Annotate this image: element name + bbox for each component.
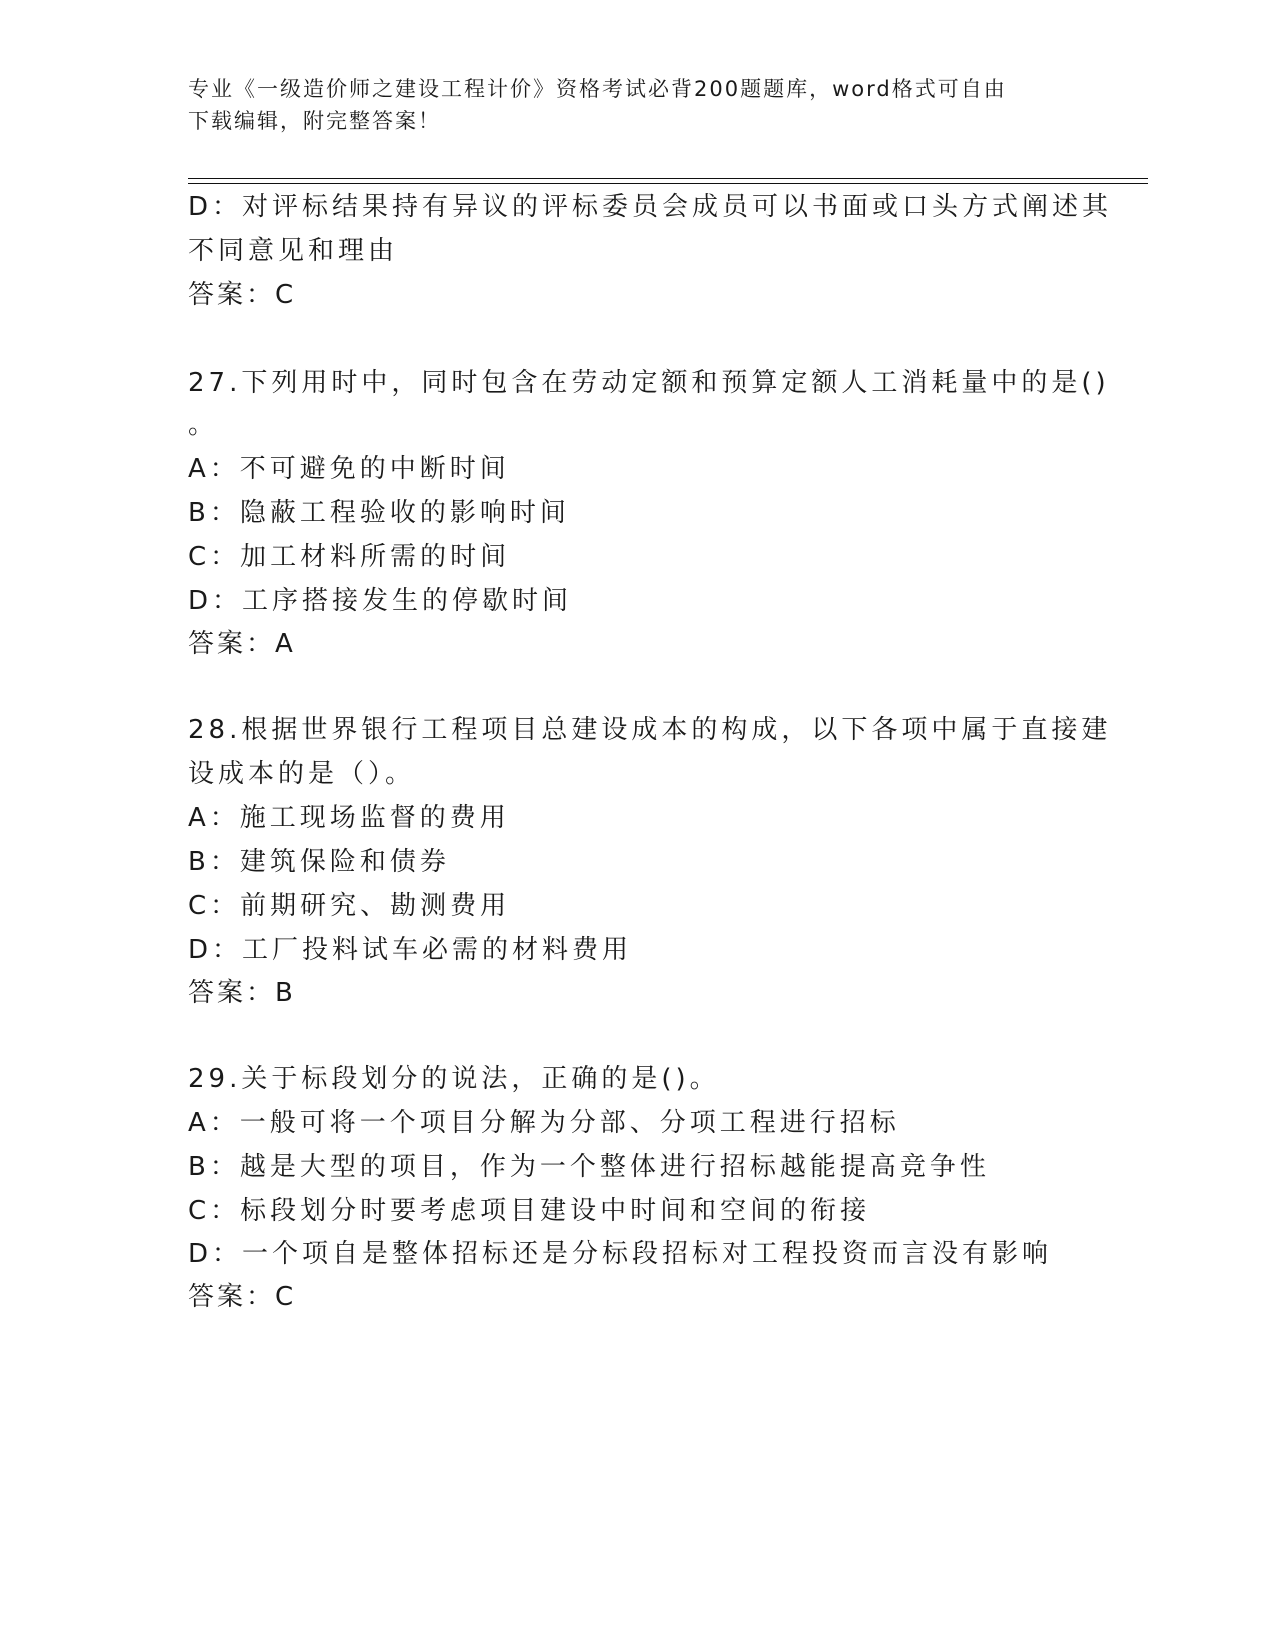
prev-question-answer: 答案：C bbox=[188, 280, 297, 310]
q27-question-line2: 。 bbox=[188, 410, 219, 440]
header-line-2: 下载编辑，附完整答案！ bbox=[188, 109, 441, 133]
q27-option-c: C：加工材料所需的时间 bbox=[188, 542, 511, 572]
q27-question-line1: 27.下列用时中，同时包含在劳动定额和预算定额人工消耗量中的是() bbox=[188, 368, 1110, 398]
q27-option-d: D：工序搭接发生的停歇时间 bbox=[188, 586, 573, 616]
header-rule-bottom bbox=[188, 183, 1148, 184]
q27-option-a: A：不可避免的中断时间 bbox=[188, 454, 510, 484]
q29-option-a: A：一般可将一个项目分解为分部、分项工程进行招标 bbox=[188, 1108, 900, 1138]
q28-option-c: C：前期研究、勘测费用 bbox=[188, 891, 511, 921]
q29-option-c: C：标段划分时要考虑项目建设中时间和空间的衔接 bbox=[188, 1196, 871, 1226]
q28-answer: 答案：B bbox=[188, 978, 296, 1008]
q28-question-line1: 28.根据世界银行工程项目总建设成本的构成，以下各项中属于直接建 bbox=[188, 715, 1112, 745]
prev-question-option-d-line1: D：对评标结果持有异议的评标委员会成员可以书面或口头方式阐述其 bbox=[188, 192, 1113, 222]
q29-option-d: D：一个项自是整体招标还是分标段招标对工程投资而言没有影响 bbox=[188, 1239, 1053, 1269]
prev-question-option-d-line2: 不同意见和理由 bbox=[188, 236, 399, 266]
document-header bbox=[188, 73, 1088, 137]
header-line-1: 专业《一级造价师之建设工程计价》资格考试必背200题题库，word格式可自由 bbox=[188, 77, 1007, 101]
q27-option-b: B：隐蔽工程验收的影响时间 bbox=[188, 498, 570, 528]
q28-option-b: B：建筑保险和债券 bbox=[188, 847, 450, 877]
q28-question-line2: 设成本的是（）。 bbox=[188, 759, 416, 789]
header-rule-top bbox=[188, 178, 1148, 179]
q28-option-d: D：工厂投料试车必需的材料费用 bbox=[188, 935, 633, 965]
q28-option-a: A：施工现场监督的费用 bbox=[188, 803, 510, 833]
q27-answer: 答案：A bbox=[188, 629, 296, 659]
q29-question-line1: 29.关于标段划分的说法，正确的是()。 bbox=[188, 1064, 720, 1094]
q29-answer: 答案：C bbox=[188, 1282, 297, 1312]
q29-option-b: B：越是大型的项目，作为一个整体进行招标越能提高竞争性 bbox=[188, 1152, 990, 1182]
